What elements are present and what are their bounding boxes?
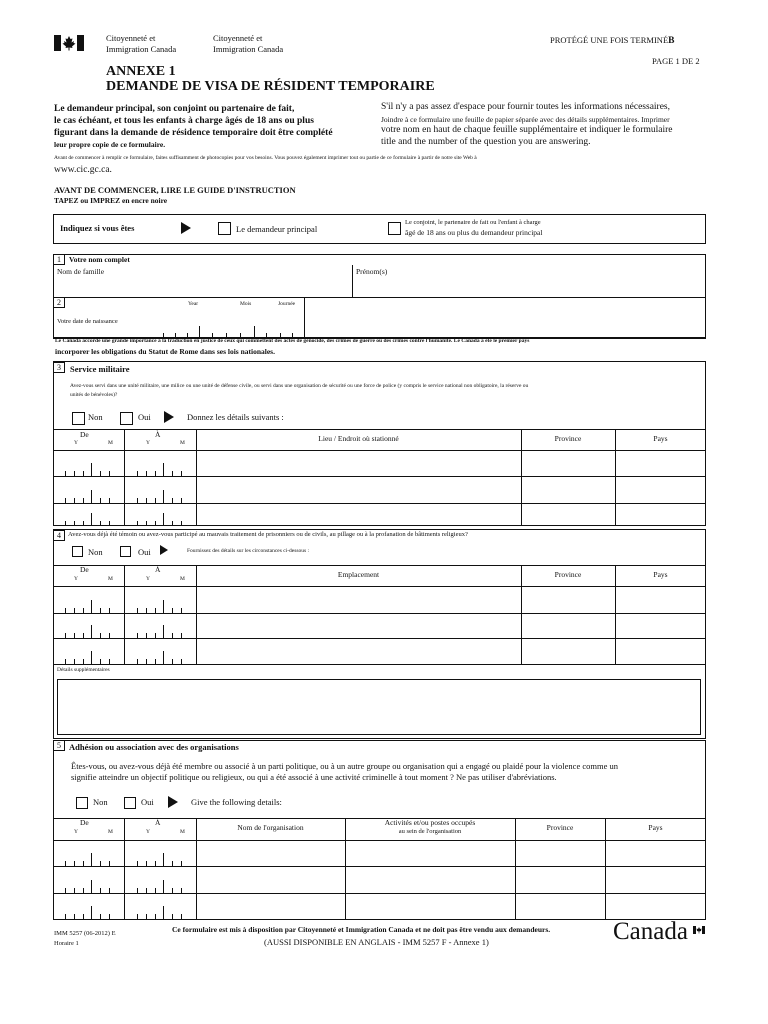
section-4-number: 4 (53, 530, 65, 541)
dob-digit-separator (163, 333, 164, 338)
date-digit-separator (155, 521, 156, 526)
date-digit-separator (109, 471, 110, 476)
date-digit-separator (172, 633, 173, 638)
photocopy-note: Avant de commencer à remplir ce formulaire, faites suffisamment de photocopies pour vos besoins. Vous pouvez également imprimer tout ou partie de ce formulaire à partir de notre site Web à (54, 155, 477, 161)
date-digit-separator (109, 498, 110, 503)
dob-digit-separator (266, 333, 267, 338)
s3-province-header: Province (554, 434, 582, 443)
canada-flag-icon (693, 921, 705, 929)
date-digit-separator (91, 853, 92, 866)
section-2-number: 2 (53, 297, 65, 308)
family-name-input[interactable] (55, 277, 351, 296)
s3-place-header: Lieu / Endroit où stationné (318, 434, 399, 443)
section-1-number: 1 (53, 254, 65, 265)
date-digit-separator (83, 471, 84, 476)
section-3-title: Service militaire (70, 364, 130, 374)
date-digit-separator (91, 625, 92, 638)
date-digit-separator (65, 498, 66, 503)
dob-label: Votre date de naissance (57, 318, 118, 325)
protected-label: PROTÉGÉ UNE FOIS TERMINÉB (550, 35, 675, 46)
dob-digit-separator (187, 333, 188, 338)
s4-location-header: Emplacement (337, 570, 380, 579)
organizations-no-checkbox[interactable] (76, 797, 88, 809)
date-digit-separator (146, 888, 147, 893)
date-digit-separator (172, 471, 173, 476)
date-digit-separator (83, 659, 84, 664)
date-digit-separator (146, 498, 147, 503)
date-digit-separator (65, 521, 66, 526)
dob-digit-separator (199, 326, 200, 338)
organizations-yes-checkbox[interactable] (124, 797, 136, 809)
s4-country-header: Pays (653, 570, 668, 579)
date-digit-separator (137, 888, 138, 893)
date-digit-separator (172, 608, 173, 613)
date-digit-separator (83, 861, 84, 866)
date-digit-separator (146, 861, 147, 866)
applicant-type-box (53, 214, 706, 244)
dob-year-label: Year (188, 301, 199, 307)
dob-digit-separator (175, 333, 176, 338)
date-digit-separator (155, 498, 156, 503)
given-name-input[interactable] (354, 277, 704, 296)
date-digit-separator (83, 521, 84, 526)
date-digit-separator (91, 513, 92, 526)
arrow-right-icon (164, 411, 174, 423)
date-digit-separator (155, 608, 156, 613)
organizations-yes-label: Oui (141, 797, 154, 807)
date-digit-separator (65, 861, 66, 866)
date-digit-separator (181, 633, 182, 638)
date-digit-separator (109, 521, 110, 526)
page-number: PAGE 1 DE 2 (652, 56, 700, 66)
date-digit-separator (65, 633, 66, 638)
date-digit-separator (109, 888, 110, 893)
dob-input[interactable] (158, 322, 304, 337)
date-digit-separator (83, 633, 84, 638)
date-digit-separator (137, 633, 138, 638)
date-digit-separator (74, 498, 75, 503)
date-digit-separator (137, 914, 138, 919)
additional-details-input[interactable] (57, 679, 701, 735)
date-digit-separator (100, 914, 101, 919)
date-digit-separator (100, 659, 101, 664)
date-digit-separator (146, 471, 147, 476)
rome-statute-text-2: incorporer les obligations du Statut de Rome dans ses lois nationales. (55, 347, 275, 356)
date-digit-separator (65, 914, 66, 919)
date-digit-separator (109, 659, 110, 664)
dob-digit-separator (280, 333, 281, 338)
form-title: DEMANDE DE VISA DE RÉSIDENT TEMPORAIRE (106, 79, 435, 94)
website-link[interactable]: www.cic.gc.ca. (54, 165, 112, 175)
mistreatment-no-checkbox[interactable] (72, 546, 83, 557)
date-digit-separator (155, 659, 156, 664)
date-digit-separator (100, 498, 101, 503)
date-digit-separator (181, 498, 182, 503)
organizations-no-label: Non (93, 797, 108, 807)
date-digit-separator (74, 608, 75, 613)
section-5-number: 5 (53, 740, 65, 751)
date-digit-separator (65, 608, 66, 613)
canada-flag-icon (54, 35, 84, 51)
type-print: TAPEZ ou IMPREZ en encre noire (54, 196, 168, 205)
spouse-dependant-checkbox[interactable] (388, 222, 401, 235)
date-digit-separator (91, 906, 92, 919)
date-digit-separator (74, 659, 75, 664)
date-digit-separator (74, 471, 75, 476)
date-digit-separator (181, 521, 182, 526)
date-digit-separator (172, 498, 173, 503)
military-yes-label: Oui (138, 412, 151, 422)
date-digit-separator (155, 888, 156, 893)
date-digit-separator (74, 521, 75, 526)
date-digit-separator (181, 471, 182, 476)
date-digit-separator (163, 880, 164, 893)
org-name-1: Citoyenneté et Immigration Canada (106, 33, 177, 54)
military-no-label: Non (88, 412, 103, 422)
spouse-dependant-label: Le conjoint, le partenaire de fait ou l'enfant à charge âgé de 18 ans ou plus du demandeur principal (405, 219, 543, 237)
date-digit-separator (137, 521, 138, 526)
dob-digit-separator (226, 333, 227, 338)
date-digit-separator (155, 471, 156, 476)
s3-from-header: De (80, 430, 89, 439)
date-digit-separator (146, 633, 147, 638)
date-digit-separator (91, 463, 92, 476)
date-digit-separator (146, 914, 147, 919)
military-yes-checkbox[interactable] (120, 412, 133, 425)
date-digit-separator (172, 861, 173, 866)
date-digit-separator (172, 521, 173, 526)
organizations-details-label: Give the following details: (191, 797, 282, 807)
date-digit-separator (146, 608, 147, 613)
date-digit-separator (146, 521, 147, 526)
not-for-sale-notice: Ce formulaire est mis à disposition par Citoyenneté et Immigration Canada et ne doit pas être vendu aux demandeurs. (172, 925, 551, 934)
family-name-label: Nom de famille (57, 267, 105, 276)
intro-right: S'il n'y a pas assez d'espace pour fournir toutes les informations nécessaires, Joindre à ce formulaire une feuille de papier séparée avec des détails supplémentaires. Imprimer votre nom en haut de chaque feuille supplémentaire et indiquer le formulaire title and the number of the question you are answering. (381, 102, 673, 147)
date-digit-separator (91, 880, 92, 893)
date-digit-separator (100, 521, 101, 526)
org-name-2: Citoyenneté et Immigration Canada (213, 33, 284, 54)
date-digit-separator (137, 861, 138, 866)
date-digit-separator (83, 498, 84, 503)
date-digit-separator (146, 659, 147, 664)
intro-left: Le demandeur principal, son conjoint ou partenaire de fait, le cas échéant, et tous les enfants à charge âgés de 18 ans ou plus figurant dans la demande de résidence temporaire doit être complété leur propre copie de ce formulaire. (54, 104, 333, 149)
s4-province-header: Province (554, 570, 582, 579)
s3-to-header: À (155, 430, 161, 439)
date-digit-separator (181, 659, 182, 664)
date-digit-separator (91, 651, 92, 664)
mistreatment-no-label: Non (88, 547, 103, 557)
date-digit-separator (172, 914, 173, 919)
section-1-title: Votre nom complet (69, 255, 130, 264)
date-digit-separator (137, 659, 138, 664)
date-digit-separator (100, 471, 101, 476)
date-digit-separator (137, 498, 138, 503)
date-digit-separator (65, 659, 66, 664)
section-3-number: 3 (53, 362, 65, 373)
date-digit-separator (109, 608, 110, 613)
date-digit-separator (155, 861, 156, 866)
mistreatment-question: Avez-vous déjà été témoin ou avez-vous participé au mauvais traitement de prisonniers ou de civils, au pillage ou à la profanation de bâtiments religieux? (68, 531, 468, 538)
dob-month-label: Mois (240, 301, 252, 307)
mistreatment-yes-checkbox[interactable] (120, 546, 131, 557)
dob-day-label: Journée (278, 301, 296, 307)
date-digit-separator (74, 888, 75, 893)
arrow-right-icon (168, 796, 178, 808)
date-digit-separator (163, 600, 164, 613)
date-digit-separator (163, 490, 164, 503)
rome-statute-text: Le Canada accorde une grande importance à la traduction en justice de ceux qui commettent des actes de génocide, des crimes de guerre ou des crimes contre l'humanité. Le Canada a été le premier pays (55, 338, 530, 344)
date-digit-separator (137, 608, 138, 613)
s5-province-header: Province (546, 823, 574, 832)
military-question: Avez-vous servi dans une unité militaire, une milice ou une unité de défense civile, ou servi dans une organisation de sécurité ou une force de police (y compris le service national non obligatoire, la réserve ou unités de bénévoles)? (70, 383, 529, 398)
dob-digit-separator (212, 333, 213, 338)
date-digit-separator (100, 861, 101, 866)
military-no-checkbox[interactable] (72, 412, 85, 425)
annex-title: ANNEXE 1 (106, 64, 176, 79)
date-digit-separator (163, 625, 164, 638)
arrow-right-icon (181, 222, 191, 234)
date-digit-separator (74, 861, 75, 866)
date-digit-separator (181, 888, 182, 893)
military-details-label: Donnez les détails suivants : (187, 412, 284, 422)
date-digit-separator (155, 914, 156, 919)
date-digit-separator (163, 853, 164, 866)
english-availability: (AUSSI DISPONIBLE EN ANGLAIS - IMM 5257 F - Annexe 1) (264, 937, 489, 947)
date-digit-separator (100, 633, 101, 638)
s5-activities-header: Activités et/ou postes occupés au sein de l'organisation (384, 818, 476, 835)
organizations-question: Êtes-vous, ou avez-vous déjà été membre ou associé à un parti politique, ou à un autre groupe ou organisation qui a engagé ou plaidé pour la violence comme un signifie atteindre un objectif politique ou religieux, ou qui a été associé à une activité criminelle à tout moment ? Ne pas utiliser d'abréviations. (71, 761, 618, 782)
date-digit-separator (163, 463, 164, 476)
date-digit-separator (155, 633, 156, 638)
date-digit-separator (109, 914, 110, 919)
date-digit-separator (65, 888, 66, 893)
date-digit-separator (181, 861, 182, 866)
date-digit-separator (163, 651, 164, 664)
canada-wordmark: Canada (613, 918, 688, 945)
date-digit-separator (137, 471, 138, 476)
mistreatment-details-label: Fournissez des détails sur les circonstances ci-dessous : (187, 548, 310, 554)
section-5-title: Adhésion ou association avec des organisations (69, 742, 239, 752)
date-digit-separator (163, 513, 164, 526)
s5-org-header: Nom de l'organisation (237, 823, 304, 832)
date-digit-separator (91, 490, 92, 503)
date-digit-separator (74, 633, 75, 638)
mistreatment-yes-label: Oui (138, 547, 151, 557)
date-digit-separator (172, 888, 173, 893)
date-digit-separator (181, 608, 182, 613)
dob-digit-separator (240, 333, 241, 338)
form-id: IMM 5257 (06-2012) E Horaire 1 (54, 930, 116, 947)
s5-country-header: Pays (648, 823, 663, 832)
date-digit-separator (172, 659, 173, 664)
given-name-label: Prénom(s) (356, 267, 388, 276)
date-digit-separator (109, 861, 110, 866)
date-digit-separator (74, 914, 75, 919)
s3-country-header: Pays (653, 434, 668, 443)
date-digit-separator (83, 914, 84, 919)
date-digit-separator (83, 608, 84, 613)
date-digit-separator (91, 600, 92, 613)
date-digit-separator (109, 633, 110, 638)
dob-digit-separator (254, 326, 255, 338)
date-digit-separator (100, 608, 101, 613)
arrow-right-icon (160, 545, 168, 555)
principal-applicant-checkbox[interactable] (218, 222, 231, 235)
dob-digit-separator (292, 333, 293, 338)
additional-details-label: Détails supplémentaires (57, 667, 110, 673)
indicate-label: Indiquez si vous êtes (60, 223, 135, 233)
date-digit-separator (65, 471, 66, 476)
read-guide: AVANT DE COMMENCER, LIRE LE GUIDE D'INSTRUCTION (54, 185, 296, 195)
date-digit-separator (83, 888, 84, 893)
date-digit-separator (163, 906, 164, 919)
date-digit-separator (181, 914, 182, 919)
principal-applicant-label: Le demandeur principal (236, 224, 318, 234)
date-digit-separator (100, 888, 101, 893)
